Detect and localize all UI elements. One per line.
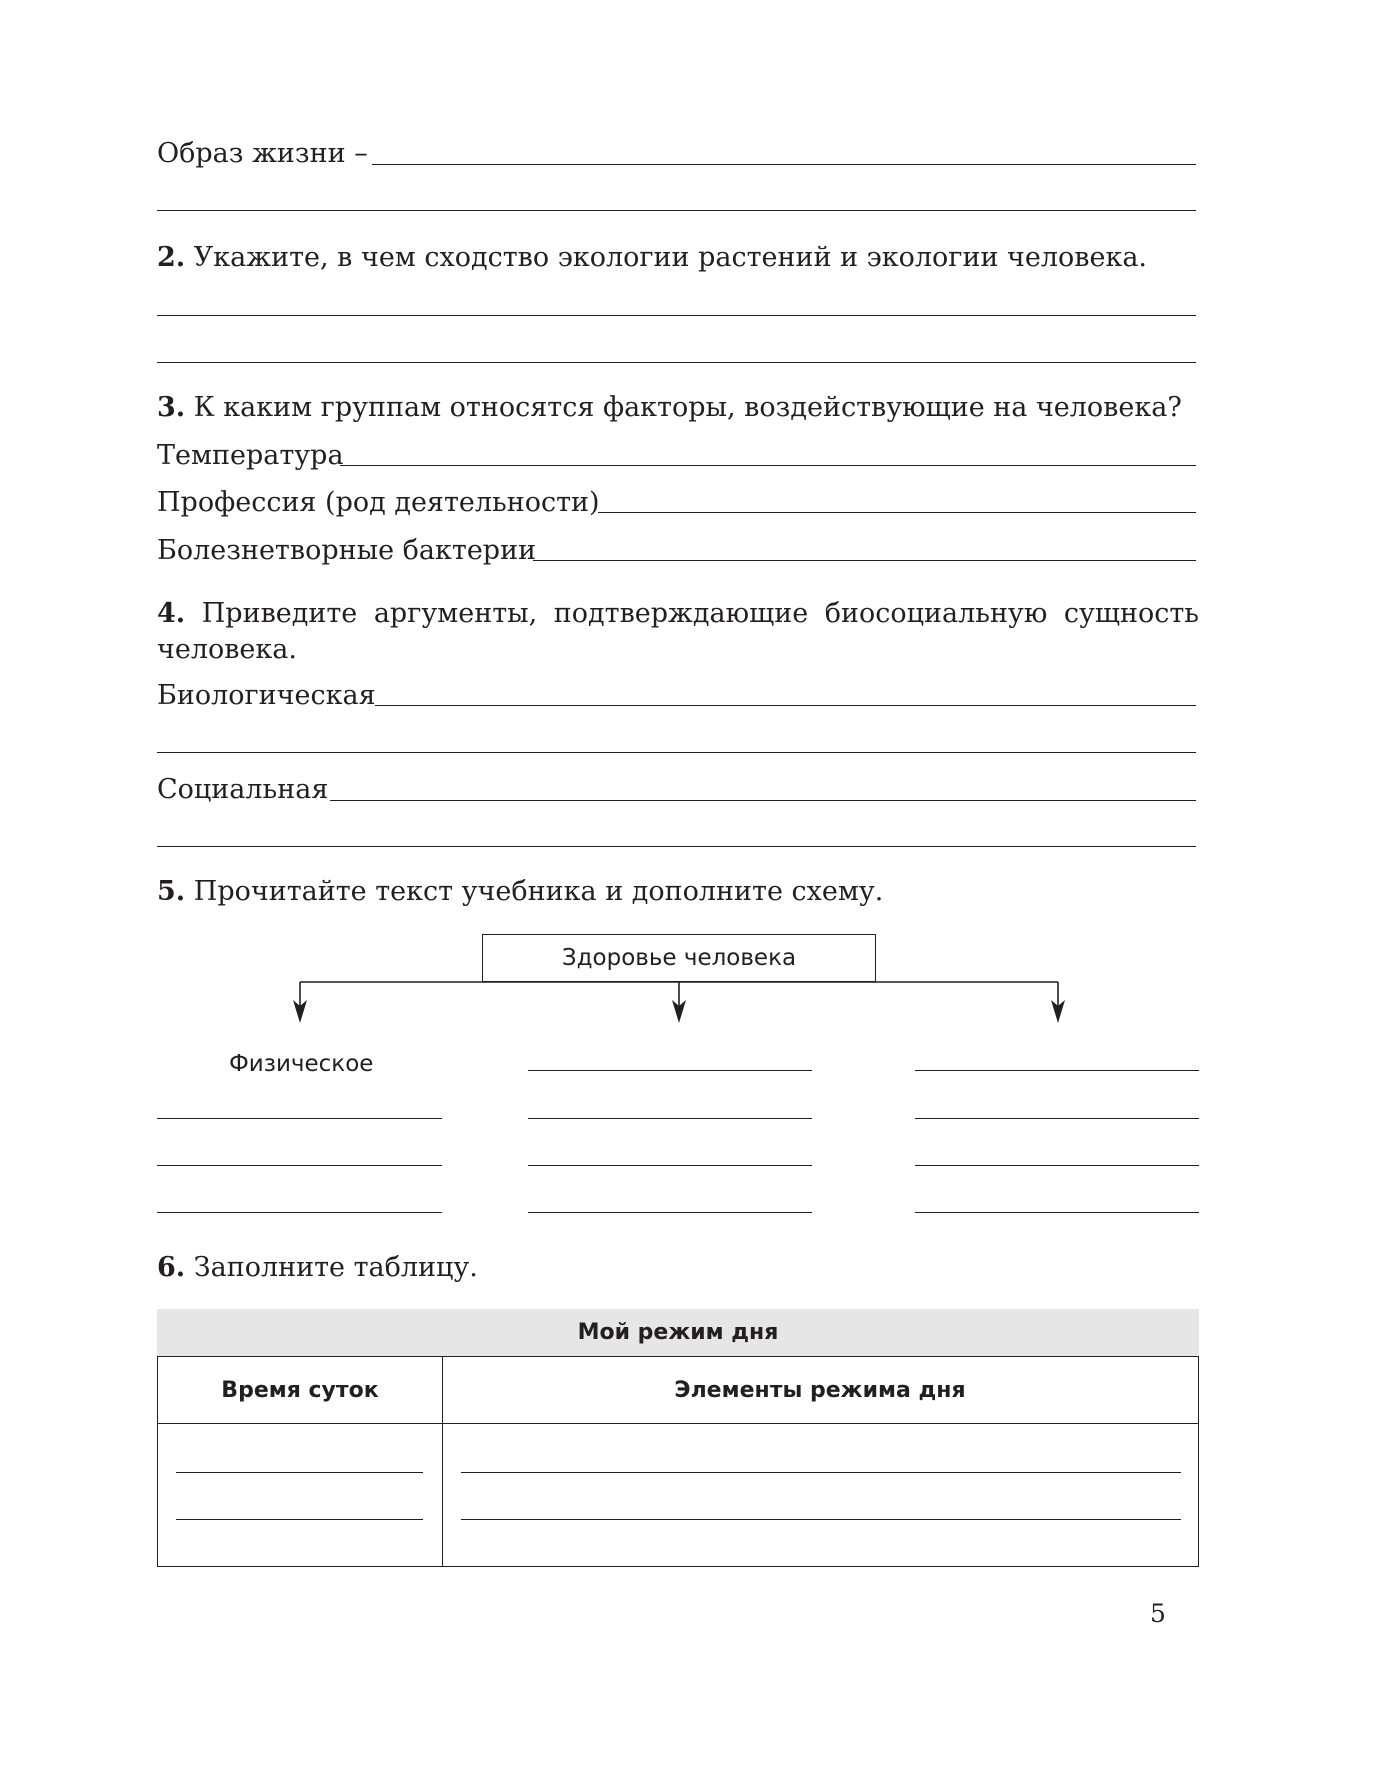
q6-number: 6. — [157, 1252, 186, 1283]
q4-text-line2: человека. — [157, 634, 297, 665]
arrow-down-icon — [1051, 1000, 1065, 1023]
q4-question — [157, 598, 1199, 630]
table-answer-line[interactable] — [176, 1472, 423, 1473]
answer-line[interactable] — [528, 1118, 812, 1119]
q5-text: Прочитайте текст учебника и дополните схему. — [193, 876, 884, 907]
q5-number: 5. — [157, 876, 186, 907]
diagram-root-box — [482, 934, 876, 982]
header-divider — [158, 1423, 1198, 1424]
answer-line[interactable] — [915, 1118, 1199, 1119]
table-answer-line[interactable] — [461, 1519, 1181, 1520]
q6-question — [157, 1252, 478, 1284]
table-answer-line[interactable] — [461, 1472, 1181, 1473]
q3-item-bacteria: Болезнетворные бактерии — [157, 535, 537, 566]
q3-item-profession: Профессия (род деятельности) — [157, 487, 600, 518]
q2-question — [157, 242, 1147, 274]
answer-line[interactable] — [915, 1165, 1199, 1166]
answer-line[interactable] — [157, 362, 1196, 363]
page-number: 5 — [1150, 1599, 1166, 1628]
q4-label-soc: Социальная — [157, 774, 329, 805]
q1-label: Образ жизни – — [157, 138, 368, 169]
answer-line[interactable] — [598, 512, 1196, 513]
table-title: Мой режим дня — [157, 1309, 1199, 1356]
answer-line[interactable] — [915, 1212, 1199, 1213]
q3-text: К каким группам относятся факторы, воздействующие на человека? — [193, 392, 1182, 423]
q3-number: 3. — [157, 392, 186, 423]
answer-line[interactable] — [528, 1212, 812, 1213]
column-header-time: Время суток — [221, 1377, 379, 1403]
table-grid — [157, 1356, 1199, 1567]
arrow-down-icon — [293, 1000, 307, 1023]
answer-line[interactable] — [340, 465, 1196, 466]
diagram-branch-physical: Физическое — [229, 1051, 374, 1077]
q4-text: Приведите аргументы, подтверждающие биосоциальную сущность — [201, 598, 1199, 629]
answer-line[interactable] — [533, 560, 1196, 561]
answer-line[interactable] — [157, 315, 1196, 316]
q3-item-temperature: Температура — [157, 440, 344, 471]
answer-line[interactable] — [330, 800, 1196, 801]
schedule-table — [157, 1309, 1199, 1567]
answer-line[interactable] — [157, 1165, 442, 1166]
diagram-root-label: Здоровье человека — [561, 945, 797, 971]
answer-line[interactable] — [157, 1118, 442, 1119]
answer-line[interactable] — [157, 1212, 442, 1213]
q4-label-bio: Биологическая — [157, 680, 376, 711]
q2-text: Укажите, в чем сходство экологии растений и экологии человека. — [193, 242, 1147, 273]
answer-line[interactable] — [157, 846, 1196, 847]
arrow-down-icon — [672, 1000, 686, 1023]
answer-line[interactable] — [528, 1070, 812, 1071]
column-header-elements: Элементы режима дня — [674, 1377, 966, 1403]
q3-question — [157, 392, 1182, 424]
q6-text: Заполните таблицу. — [193, 1252, 478, 1283]
answer-line[interactable] — [157, 210, 1196, 211]
answer-line[interactable] — [372, 164, 1196, 165]
answer-line[interactable] — [915, 1070, 1199, 1071]
answer-line[interactable] — [157, 752, 1196, 753]
q5-question — [157, 876, 883, 908]
answer-line[interactable] — [375, 705, 1196, 706]
q2-number: 2. — [157, 242, 186, 273]
answer-line[interactable] — [528, 1165, 812, 1166]
q4-number: 4. — [157, 598, 186, 629]
table-answer-line[interactable] — [176, 1519, 423, 1520]
